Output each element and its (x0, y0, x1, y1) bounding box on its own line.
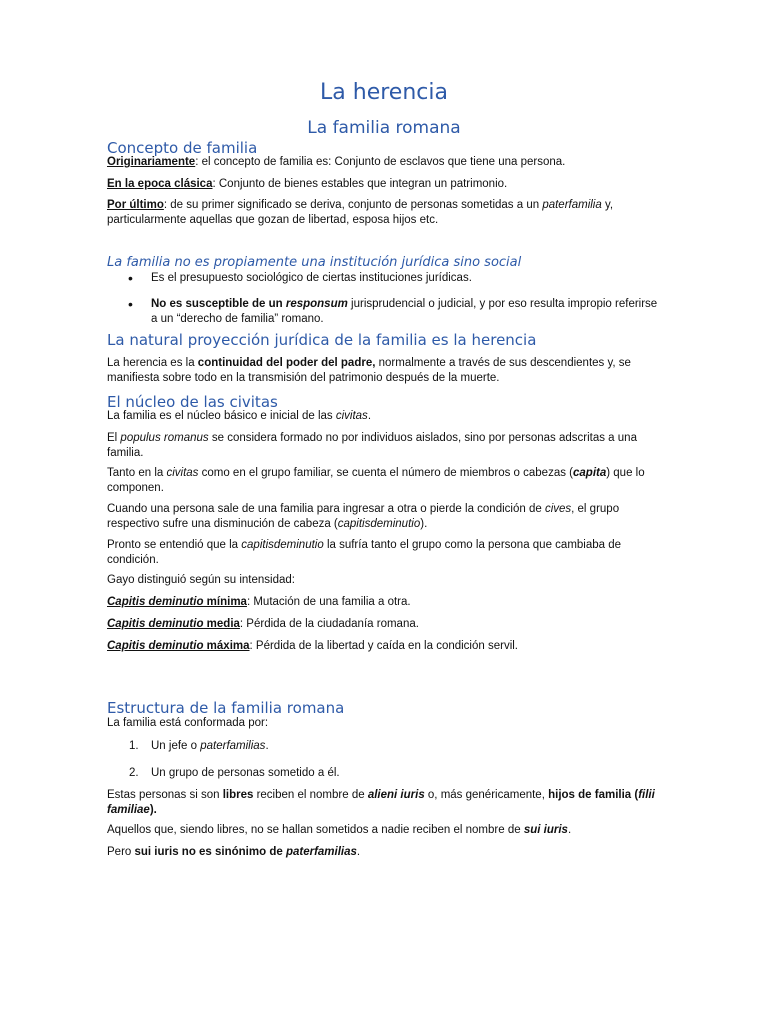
paragraph-civitas-5: Pronto se entendió que la capitisdeminutio la sufría tanto el grupo como la persona que cambiaba de condición. (107, 539, 622, 566)
bullet-item: Es el presupuesto sociológico de ciertas instituciones jurídicas. (151, 272, 472, 284)
paragraph-sui-iuris: Aquellos que, siendo libres, no se hallan sometidos a nadie reciben el nombre de sui iuris. (107, 824, 572, 836)
heading-estructura: Estructura de la familia romana (107, 699, 345, 717)
paragraph-herencia: La herencia es la continuidad del poder del padre, normalmente a través de sus descendientes y, se manifiesta sobre todo en la transmisión del patrimonio después de la muerte. (107, 357, 631, 384)
paragraph-estructura-intro: La familia está conformada por: (107, 717, 269, 729)
paragraph-epoca-clasica: En la epoca clásica: Conjunto de bienes estables que integran un patrimonio. (107, 178, 508, 190)
list-item: Un grupo de personas sometido a él. (151, 767, 340, 779)
document-title: La herencia (320, 80, 448, 105)
heading-concepto: Concepto de familia (107, 139, 258, 157)
paragraph-civitas-2: El populus romanus se considera formado no por individuos aislados, sino por personas adscritas a una familia. (107, 432, 637, 459)
bullet-icon: • (128, 296, 133, 312)
list-item: Un jefe o paterfamilias. (151, 740, 269, 752)
document-subtitle: La familia romana (307, 118, 461, 138)
paragraph-originariamente: Originariamente: el concepto de familia es: Conjunto de esclavos que tiene una persona. (107, 156, 566, 168)
paragraph-por-ultimo: Por último: de su primer significado se deriva, conjunto de personas sometidas a un paterfamilia y, particularmente aquellas que gozan de libertad, esposa hijos etc. (107, 199, 614, 226)
list-number: 1. (129, 740, 139, 752)
paragraph-gayo: Gayo distinguió según su intensidad: (107, 574, 295, 586)
heading-proyeccion: La natural proyección jurídica de la familia es la herencia (107, 331, 537, 349)
paragraph-alieni-iuris: Estas personas si son libres reciben el nombre de alieni iuris o, más genéricamente, hijos de familia (filii familiae). (107, 789, 655, 816)
deminutio-minima: Capitis deminutio mínima: Mutación de una familia a otra. (107, 596, 411, 608)
list-number: 2. (129, 767, 139, 779)
paragraph-civitas-1: La familia es el núcleo básico e inicial de las civitas. (107, 410, 372, 422)
heading-institucion-social: La familia no es propiamente una institución jurídica sino social (107, 255, 522, 270)
heading-civitas: El núcleo de las civitas (107, 393, 278, 411)
bullet-item: No es susceptible de un responsum jurisprudencial o judicial, y por eso resulta impropio referirse a un “derecho de familia” romano. (151, 298, 658, 325)
paragraph-paterfamilias: Pero sui iuris no es sinónimo de paterfamilias. (107, 846, 361, 858)
bullet-icon: • (128, 270, 133, 286)
paragraph-civitas-4: Cuando una persona sale de una familia para ingresar a otra o pierde la condición de cives, el grupo respectivo sufre una disminución de cabeza (capitisdeminutio). (107, 503, 620, 530)
deminutio-maxima: Capitis deminutio máxima: Pérdida de la libertad y caída en la condición servil. (107, 640, 519, 652)
deminutio-media: Capitis deminutio media: Pérdida de la ciudadanía romana. (107, 618, 419, 630)
paragraph-civitas-3: Tanto en la civitas como en el grupo familiar, se cuenta el número de miembros o cabezas (capita) que lo componen. (107, 467, 645, 494)
